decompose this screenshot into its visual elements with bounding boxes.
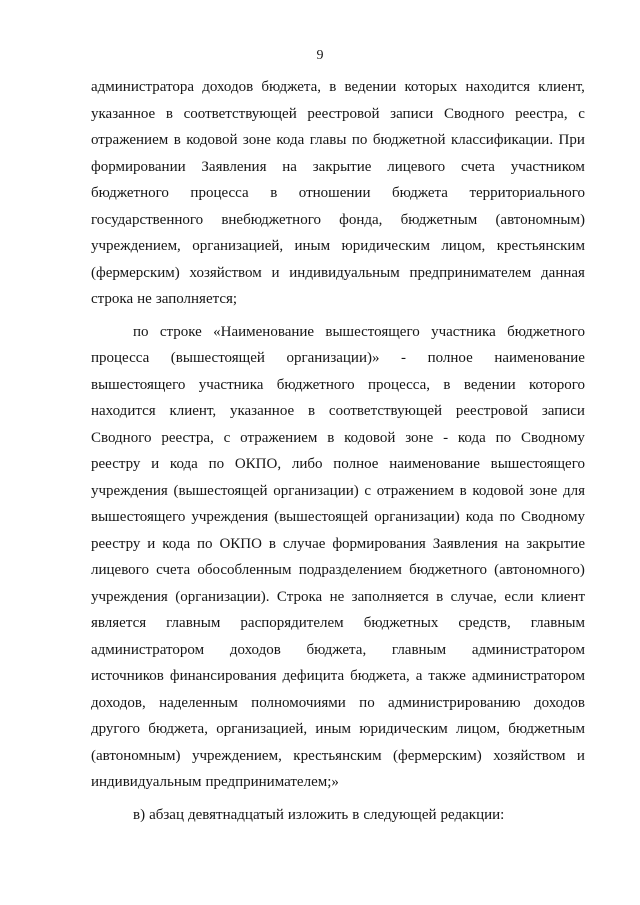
word: процесса — [91, 350, 150, 366]
word: предпринимателем — [409, 264, 532, 281]
word: индивидуальным — [289, 264, 400, 281]
word: доходов — [202, 79, 254, 95]
word: в — [459, 482, 467, 499]
word: юридическим — [359, 721, 448, 737]
text-line — [91, 716, 585, 743]
word: учреждения — [191, 509, 269, 525]
word: юридическим — [341, 238, 430, 254]
text-line — [91, 101, 585, 128]
word: бюджетной — [372, 132, 446, 148]
word: Сводному — [520, 429, 585, 446]
word: (фермерским) — [91, 264, 180, 281]
word: доходов — [229, 641, 281, 658]
word: финансирования — [169, 668, 277, 684]
word: бюджета, — [261, 79, 322, 95]
word: организации) — [374, 509, 460, 525]
word: средств, — [458, 615, 511, 631]
document-body — [91, 74, 585, 828]
word: участником — [510, 158, 585, 175]
word: учреждением, — [91, 238, 181, 254]
word: классификации. — [451, 132, 554, 148]
word: индивидуальным — [91, 774, 202, 790]
word: Строка — [276, 588, 323, 605]
word: клиент, — [169, 403, 217, 419]
text-line — [91, 372, 585, 399]
word: учреждением, — [192, 747, 282, 764]
word: (автономного) — [494, 562, 585, 578]
word: в — [165, 105, 173, 122]
word: главным — [391, 641, 447, 658]
word: другого — [91, 721, 140, 737]
word: Заявления — [432, 535, 498, 552]
word: реестру — [91, 535, 141, 552]
word: случае, — [450, 588, 497, 605]
word: лицом, — [441, 238, 486, 254]
word: клиент, — [538, 79, 585, 95]
word: для — [562, 482, 585, 499]
text-line — [91, 425, 585, 452]
word: При — [558, 132, 585, 148]
word: Сводного — [91, 429, 152, 446]
word: находится — [91, 403, 156, 419]
word: (вышестоящей — [170, 350, 265, 366]
word: в — [352, 806, 360, 823]
word: реестровой — [455, 403, 528, 419]
text-line — [91, 531, 585, 558]
word: данная — [541, 264, 585, 281]
word: соответствующей — [328, 403, 443, 419]
word: обособленным — [197, 562, 292, 578]
word: по — [197, 535, 213, 552]
word: по — [495, 429, 512, 446]
word: записи — [390, 105, 434, 122]
word: по — [499, 509, 516, 525]
text-line — [91, 345, 585, 372]
paragraph — [91, 802, 585, 829]
text-line — [91, 637, 585, 664]
word: а — [415, 668, 423, 684]
word: кода — [465, 509, 494, 525]
word: отражением — [376, 482, 454, 499]
word: дефицита — [282, 668, 345, 684]
word: территориального — [469, 185, 585, 201]
text-line — [91, 478, 585, 505]
word: девятнадцатый — [187, 806, 284, 823]
word: Заявления — [201, 158, 267, 175]
word: на — [504, 535, 520, 552]
word: бюджетного — [91, 185, 169, 201]
word: кода — [457, 429, 486, 446]
word: хозяйством — [189, 264, 262, 281]
word: - — [443, 429, 449, 446]
word: формировании — [91, 158, 186, 175]
word: не — [137, 291, 152, 307]
word: организацией, — [192, 238, 284, 254]
word: случае — [282, 535, 326, 552]
word: ведении — [463, 376, 516, 393]
word: если — [504, 588, 534, 605]
word: в) — [133, 806, 146, 823]
word: следующей — [363, 806, 437, 823]
paragraph — [91, 74, 585, 313]
text-line — [91, 557, 585, 584]
paragraph — [91, 319, 585, 796]
text-line — [91, 610, 585, 637]
word: в — [308, 403, 316, 419]
word: в — [270, 185, 278, 201]
word: доходов — [533, 694, 585, 711]
word: находится — [465, 79, 531, 95]
word: полное — [333, 456, 379, 472]
word: бюджета, — [350, 668, 410, 684]
word: реестра, — [515, 105, 568, 122]
word: (организации). — [175, 588, 270, 605]
word: Сводному — [521, 509, 585, 525]
word: наделенным — [159, 694, 238, 711]
word: участника — [198, 376, 264, 393]
word: «Наименование — [213, 323, 315, 340]
word: процесса — [190, 185, 249, 201]
text-line — [91, 286, 585, 313]
word: заполняется — [351, 588, 429, 605]
word: в — [327, 429, 335, 446]
word: учреждения — [91, 588, 168, 605]
word: администратором — [91, 641, 205, 658]
text-line — [91, 663, 585, 690]
word: организацией, — [216, 721, 308, 737]
word: ОКПО, — [234, 456, 282, 472]
word: бюджета, — [148, 721, 208, 737]
word: отношении — [298, 185, 371, 201]
word: и — [576, 747, 585, 764]
word: редакции: — [440, 806, 505, 823]
word: кодовой — [344, 429, 396, 446]
word: указанное — [91, 105, 156, 122]
word: лицевого — [387, 158, 446, 175]
word: зоне — [405, 429, 434, 446]
word: ОКПО — [219, 535, 262, 552]
word: кода — [169, 456, 198, 472]
word: с — [223, 429, 231, 446]
text-line — [91, 584, 585, 611]
text-line — [91, 769, 585, 796]
word: организации)» — [286, 350, 380, 366]
word: и — [151, 456, 160, 472]
word: доходов, — [91, 694, 146, 711]
word: также — [428, 668, 466, 684]
word: администратора — [91, 79, 195, 95]
word: иным — [315, 721, 352, 737]
word: клиент — [540, 588, 585, 605]
word: либо — [291, 456, 323, 472]
word: в — [443, 376, 451, 393]
word: кода — [162, 535, 191, 552]
word: наименование — [494, 350, 585, 366]
word: хозяйством — [493, 747, 566, 764]
word: организации) — [273, 482, 359, 499]
word: бюджета, — [306, 641, 367, 658]
word: внебюджетного — [221, 211, 321, 228]
word: ведении — [344, 79, 397, 95]
word: распорядителем — [240, 615, 344, 631]
word: предпринимателем;» — [205, 774, 339, 790]
word: с — [578, 105, 585, 122]
word: вышестоящего — [490, 456, 585, 472]
word: администратором — [471, 641, 585, 658]
text-line — [91, 127, 585, 154]
word: учреждения — [91, 482, 168, 499]
word: соответствующей — [183, 105, 297, 122]
word: в — [268, 535, 276, 552]
word: строке — [159, 323, 202, 340]
word: кодовой — [186, 132, 238, 148]
word: реестровой — [307, 105, 380, 122]
text-line — [91, 180, 585, 207]
word: является — [91, 615, 147, 631]
word: на — [282, 158, 297, 175]
text-line — [91, 504, 585, 531]
word: по — [208, 456, 225, 472]
word: главы — [309, 132, 347, 148]
text-line — [91, 207, 585, 234]
word: участника — [431, 323, 496, 340]
word: (автономным) — [91, 747, 181, 764]
word: кодовой — [472, 482, 524, 499]
word: процесса, — [368, 376, 431, 393]
word: зоне — [242, 132, 271, 148]
word: в — [329, 79, 337, 95]
word: которых — [404, 79, 458, 95]
word: подразделением — [298, 562, 402, 578]
word: реестру — [91, 456, 141, 472]
word: счета — [156, 562, 191, 578]
text-line — [91, 398, 585, 425]
word: закрытие — [312, 158, 372, 175]
word: полное — [427, 350, 473, 366]
text-line — [91, 260, 585, 287]
word: (вышестоящей — [173, 482, 268, 499]
word: крестьянским — [293, 747, 382, 764]
word: главным — [530, 615, 585, 631]
text-line — [91, 451, 585, 478]
word: в — [173, 132, 181, 148]
word: изложить — [287, 806, 349, 823]
page-number: 9 — [316, 48, 324, 63]
word: формирования — [332, 535, 426, 552]
word: бюджетного — [276, 376, 355, 393]
word: вышестоящего — [91, 376, 186, 393]
text-line — [91, 690, 585, 717]
word: кода — [276, 132, 305, 148]
word: по — [133, 323, 149, 340]
word: по — [351, 132, 368, 148]
word: источников — [91, 668, 164, 684]
word: наименование — [389, 456, 480, 472]
text-line — [91, 319, 585, 346]
word: в — [436, 588, 444, 605]
text-line — [91, 233, 585, 260]
word: иным — [294, 238, 331, 254]
word: крестьянским — [496, 238, 585, 254]
word: и — [147, 535, 156, 552]
word: записи — [541, 403, 585, 419]
word: (автономным) — [495, 211, 585, 228]
word: лицом, — [456, 721, 501, 737]
word: по — [359, 694, 375, 711]
word: заполняется; — [155, 291, 238, 307]
word: закрытие — [526, 535, 585, 552]
text-line — [91, 802, 585, 829]
word: администратором — [471, 668, 585, 684]
word: которого — [529, 376, 585, 393]
word: (фермерским) — [393, 747, 482, 764]
word: реестра, — [161, 429, 214, 446]
word: не — [329, 588, 345, 605]
word: вышестоящего — [91, 509, 186, 525]
word: зоне — [529, 482, 558, 499]
word: бюджетного — [409, 562, 487, 578]
word: администрированию — [388, 694, 521, 711]
word: бюджета — [392, 185, 448, 201]
word: Сводного — [443, 105, 505, 122]
word: бюджетным — [400, 211, 478, 228]
text-line — [91, 743, 585, 770]
word: (вышестоящей — [274, 509, 369, 525]
word: отражением — [91, 132, 169, 148]
word: бюджетным — [508, 721, 585, 737]
word: - — [401, 350, 407, 366]
word: государственного — [91, 211, 204, 228]
word: лицевого — [91, 562, 149, 578]
word: строка — [91, 291, 134, 307]
word: с — [364, 482, 372, 499]
word: полномочиями — [251, 694, 346, 711]
word: вышестоящего — [325, 323, 420, 340]
word: отражением — [240, 429, 318, 446]
word: указанное — [229, 403, 295, 419]
word: бюджетных — [363, 615, 439, 631]
word: счета — [460, 158, 495, 175]
word: фонда, — [339, 211, 383, 228]
word: бюджетного — [507, 323, 585, 340]
word: главным — [166, 615, 221, 631]
text-line — [91, 74, 585, 101]
word: и — [271, 264, 280, 281]
text-line — [91, 154, 585, 181]
word: абзац — [149, 806, 184, 823]
